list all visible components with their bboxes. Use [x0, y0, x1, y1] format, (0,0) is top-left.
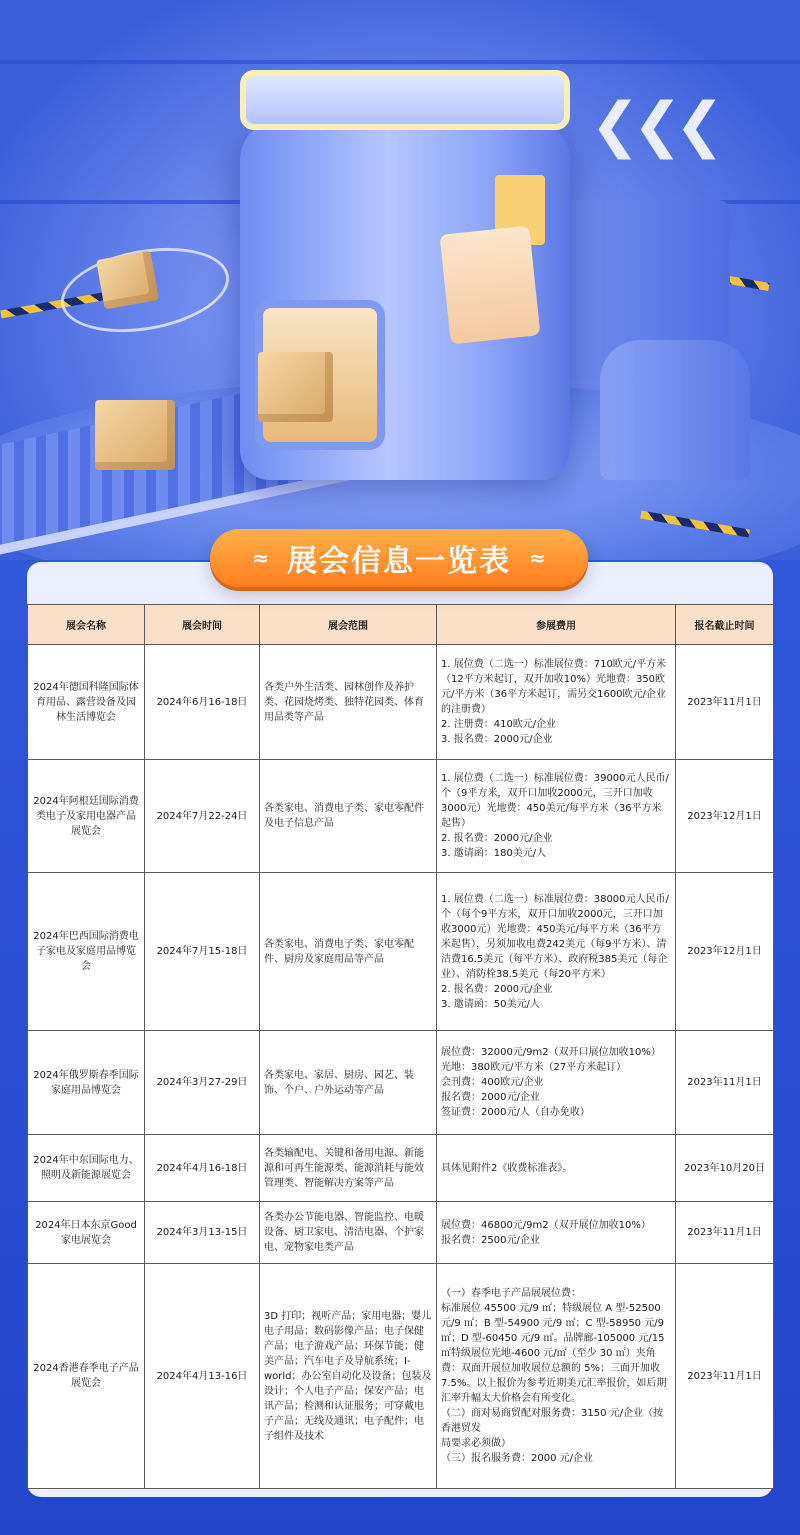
- header-date: 展会时间: [145, 605, 260, 645]
- cell-scope: 各类户外生活类、园林创作及养护类、花园烧烤类、独特花园类、体育用品类等产品: [260, 645, 437, 760]
- exhibition-table: [27, 604, 774, 1489]
- title-badge: [210, 529, 588, 587]
- chevron-left-icon: ❮❮❮: [590, 90, 717, 160]
- table-card: [27, 562, 773, 1497]
- cell-date: 2024年7月15-18日: [145, 873, 260, 1031]
- cell-deadline: 2023年12月1日: [676, 760, 774, 873]
- header-scope: 展会范围: [260, 605, 437, 645]
- cardboard-box: [258, 352, 333, 422]
- table-row: [28, 873, 774, 1031]
- cell-name: 2024年阿根廷国际消费类电子及家用电器产品展览会: [28, 760, 145, 873]
- header-name: 展会名称: [28, 605, 145, 645]
- cell-name: 2024年日本东京Good家电展览会: [28, 1202, 145, 1264]
- cell-fees: 1. 展位费（二选一）标准展位费：38000元人民币/个（每个9平方米，双开口加收2000元，三开口加收3000元）光地费：450美元/每平方米（36平方米起售），另须加收电费242美元（每9平方米）、清洁费16.5美元（每平方米）、政府税385美元（每企业）、消防栓38.5美元（每20平方米） 2. 报名费：2000元/企业 3. 邀请函：50美元/人: [437, 873, 676, 1031]
- slash-deco-icon: ≈: [529, 546, 546, 570]
- cell-scope: 3D 打印；视听产品；家用电器；婴儿电子用品；数码影像产品；电子保健产品；电子游戏产品；环保节能；健美产品；汽车电子及导航系统；I-world；办公室自动化及设备；包装及设计；个人电子产品；保安产品；电讯产品；检测和认证服务；可穿戴电子产品；无线及通讯；电子配件；电子组件及技术: [260, 1264, 437, 1489]
- cell-date: 2024年7月22-24日: [145, 760, 260, 873]
- table-row: [28, 1264, 774, 1489]
- cell-fees: （一）春季电子产品展展位费： 标准展位 45500 元/9 ㎡；特级展位 A 型-52500 元/9 ㎡；B 型-54900 元/9 ㎡；C 型-58950 元/9 ㎡；D 型-60450 元/9 ㎡。品牌廊-105000 元/15 ㎡特级展位光地-4600 元/㎡（至少 30 ㎡）夹角费：双面开展位加收展位总额的 5%；三面开加收 7.5%。以上报价为参考近期美元汇率报价，如后期汇率升幅太大价格会有所变化。 （二）商对易商贸配对服务费：3150 元/企业（按香港贸发 局要求必须做） （三）报名服务费：2000 元/企业: [437, 1264, 676, 1489]
- cell-scope: 各类输配电、关键和备用电源、新能源和可再生能源类、能源消耗与能效管理类、智能解决方案等产品: [260, 1135, 437, 1202]
- cell-scope: 各类家电、家居、厨房、园艺、装饰、个户、户外运动等产品: [260, 1031, 437, 1135]
- cell-fees: 1. 展位费（二选一）标准展位费：39000元人民币/个（9平方米，双开口加收2000元，三开口加收3000元）光地费：450美元/每平方米（36平方米起售） 2. 报名费：2000元/企业 3. 邀请函：180美元/人: [437, 760, 676, 873]
- slash-deco-icon: ≈: [252, 546, 269, 570]
- cell-date: 2024年3月13-15日: [145, 1202, 260, 1264]
- cell-scope: 各类家电、消费电子类、家电零配件、厨房及家庭用品等产品: [260, 873, 437, 1031]
- machine-top: [240, 70, 570, 130]
- cell-deadline: 2023年11月1日: [676, 1264, 774, 1489]
- table-row: [28, 1202, 774, 1264]
- cardboard-box: [95, 400, 175, 470]
- cell-date: 2024年4月13-16日: [145, 1264, 260, 1489]
- cell-name: 2024年中东国际电力、照明及新能源展览会: [28, 1135, 145, 1202]
- cell-deadline: 2023年11月1日: [676, 1202, 774, 1264]
- cell-deadline: 2023年10月20日: [676, 1135, 774, 1202]
- paper-document: [439, 226, 540, 345]
- hero-illustration: [0, 0, 800, 560]
- cell-name: 2024年巴西国际消费电子家电及家庭用品博览会: [28, 873, 145, 1031]
- cell-fees: 展位费：46800元/9m2（双开展位加收10%） 报名费：2500元/企业: [437, 1202, 676, 1264]
- cell-name: 2024年德国科隆国际体育用品、露营设备及园林生活博览会: [28, 645, 145, 760]
- fan-machine: [600, 340, 750, 480]
- page-title: 展会信息一览表: [287, 544, 511, 579]
- table-row: [28, 1135, 774, 1202]
- cell-date: 2024年6月16-18日: [145, 645, 260, 760]
- cell-name: 2024年俄罗斯春季国际家庭用品博览会: [28, 1031, 145, 1135]
- cell-date: 2024年4月16-18日: [145, 1135, 260, 1202]
- cell-deadline: 2023年11月1日: [676, 645, 774, 760]
- cardboard-box: [96, 251, 159, 310]
- table-row: [28, 645, 774, 760]
- cell-deadline: 2023年11月1日: [676, 1031, 774, 1135]
- cell-deadline: 2023年12月1日: [676, 873, 774, 1031]
- cell-fees: 1. 展位费（二选一）标准展位费：710欧元/平方米（12平方米起订，双开加收10%）光地费：350欧元/平方米（36平方米起订，需另交1600欧元/企业的注册费） 2. 注册费：410欧元/企业 3. 报名费：2000元/企业: [437, 645, 676, 760]
- header-fees: 参展费用: [437, 605, 676, 645]
- table-row: [28, 760, 774, 873]
- cell-scope: 各类办公节能电器、智能监控、电暖设备、厨卫家电、清洁电器、个护家电、宠物家电类产品: [260, 1202, 437, 1264]
- table-row: [28, 1031, 774, 1135]
- wall-line: [0, 60, 800, 64]
- cell-fees: 具体见附件2《收费标准表》。: [437, 1135, 676, 1202]
- table-header-row: [28, 605, 774, 645]
- header-deadline: 报名截止时间: [676, 605, 774, 645]
- cell-date: 2024年3月27-29日: [145, 1031, 260, 1135]
- cell-name: 2024香港春季电子产品展览会: [28, 1264, 145, 1489]
- cell-scope: 各类家电、消费电子类、家电零配件及电子信息产品: [260, 760, 437, 873]
- cell-fees: 展位费：32000元/9m2（双开口展位加收10%） 光地：380欧元/平方米（27平方米起订） 会刊费：400欧元/企业 报名费：2000元/企业 签证费：2000元/人（自办免收）: [437, 1031, 676, 1135]
